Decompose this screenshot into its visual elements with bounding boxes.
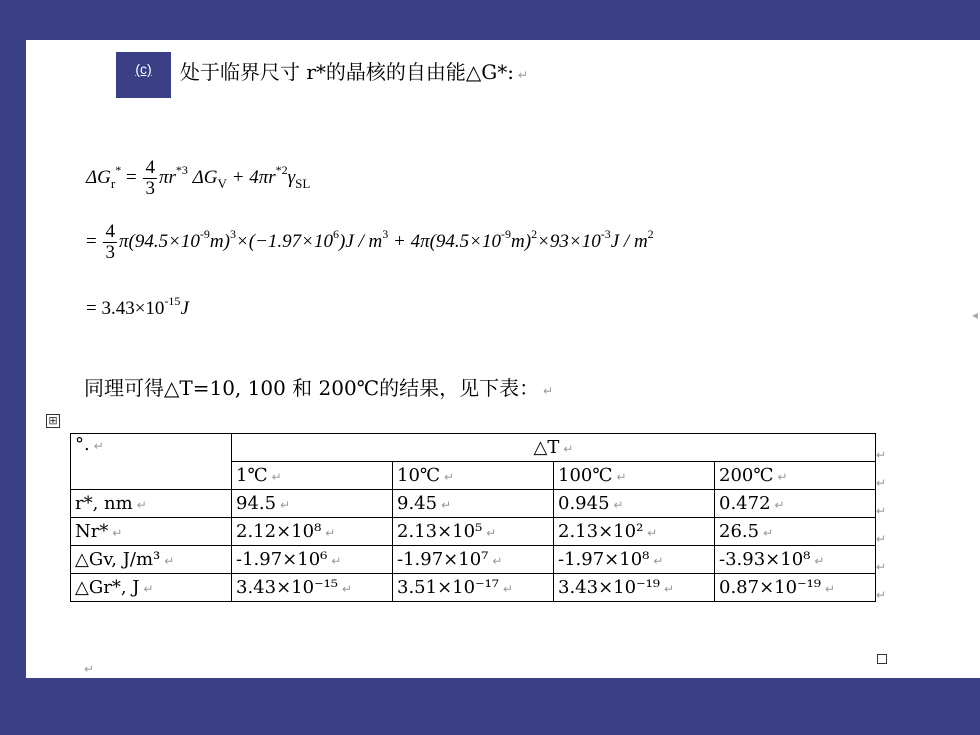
cell-value: 2.12×10⁸: [236, 521, 322, 542]
formula-sup: *: [115, 162, 122, 177]
row-label-cell[interactable]: [71, 490, 232, 518]
table-cell[interactable]: [554, 518, 715, 546]
formula-term: ΔG: [192, 166, 218, 188]
formula-sup: -9: [501, 226, 512, 241]
row-end-mark-icon: ↵: [876, 504, 887, 518]
table-corner-cell[interactable]: [71, 434, 232, 490]
table-cell[interactable]: [554, 546, 715, 574]
table-cell[interactable]: [715, 518, 876, 546]
col-header-200c[interactable]: [715, 462, 876, 490]
table-row: [71, 574, 876, 602]
cell-value: -1.97×10⁶: [236, 549, 328, 570]
col-header-text: 100℃: [558, 465, 613, 486]
cell-value: 0.87×10⁻¹⁹: [719, 577, 821, 598]
row-label-text: Nr*: [75, 521, 109, 542]
formula-line-3: [86, 294, 189, 320]
formula-sup: 3: [229, 226, 236, 241]
cell-value: 26.5: [719, 521, 760, 542]
section-label: (c): [116, 52, 171, 98]
formula-term: 3.43×10: [101, 298, 165, 319]
cell-mark-icon: ↵: [664, 582, 675, 596]
heading-text: 处于临界尺寸 r*的晶核的自由能△G*:: [180, 60, 515, 84]
table-cell[interactable]: [393, 546, 554, 574]
cell-mark-icon: ↵: [613, 498, 624, 512]
formula-term: m): [209, 230, 230, 252]
row-end-mark-icon: ↵: [876, 532, 887, 546]
cell-mark-icon: ↵: [616, 470, 627, 484]
row-end-mark-icon: ↵: [876, 448, 887, 462]
formula-line-2: [86, 222, 654, 263]
formula-sub: SL: [295, 175, 311, 191]
formula-term: J / m: [610, 230, 648, 252]
cell-mark-icon: ↵: [136, 498, 147, 512]
col-header-1c[interactable]: [232, 462, 393, 490]
results-table: [70, 433, 876, 602]
table-cell[interactable]: [554, 574, 715, 602]
cell-value: 2.13×10²: [558, 521, 644, 542]
end-paragraph-mark-icon: ↵: [84, 662, 95, 676]
row-label-cell[interactable]: [71, 518, 232, 546]
table-row: [71, 546, 876, 574]
cell-value: -3.93×10⁸: [719, 549, 811, 570]
delta-t-header[interactable]: [232, 434, 876, 462]
paragraph-mark-icon: ↵: [518, 68, 529, 82]
row-label-text: △Gr*, J: [75, 577, 140, 598]
formula-sup: *2: [275, 162, 288, 177]
row-end-mark-icon: ↵: [876, 588, 887, 602]
row-end-mark-icon: ↵: [876, 476, 887, 490]
fraction-numerator: 4: [105, 221, 115, 242]
table-header-row: [71, 434, 876, 462]
section-heading: [180, 56, 528, 85]
cell-value: 9.45: [397, 493, 438, 514]
paragraph-mark-icon: ↵: [543, 384, 554, 398]
cell-mark-icon: ↵: [112, 526, 123, 540]
cell-mark-icon: ↵: [763, 526, 774, 540]
cell-value: 2.13×10⁵: [397, 521, 483, 542]
cell-mark-icon: ↵: [325, 526, 336, 540]
formula-eq: =: [86, 230, 97, 252]
formula-term: m): [511, 230, 532, 252]
table-cell[interactable]: [232, 574, 393, 602]
cell-value: 3.51×10⁻¹⁷: [397, 577, 499, 598]
cell-mark-icon: ↵: [441, 498, 452, 512]
col-header-10c[interactable]: [393, 462, 554, 490]
formula-sub: V: [217, 175, 227, 191]
cell-mark-icon: ↵: [774, 498, 785, 512]
row-end-mark-icon: ↵: [876, 560, 887, 574]
table-resize-handle-icon[interactable]: [877, 654, 887, 664]
table-cell[interactable]: [715, 574, 876, 602]
formula-sup: *3: [175, 162, 188, 177]
row-label-text: △Gv, J/m³: [75, 549, 161, 570]
formula-term: ×93×10: [537, 230, 601, 252]
formula-sub: r: [110, 175, 116, 191]
table-row: [71, 518, 876, 546]
col-header-text: 1℃: [236, 465, 268, 486]
cell-mark-icon: ↵: [143, 582, 154, 596]
cell-mark-icon: ↵: [492, 554, 503, 568]
cell-mark-icon: ↵: [486, 526, 497, 540]
formula-term: ΔG: [86, 166, 111, 188]
formula-line-1: [86, 158, 310, 199]
cell-mark-icon: ↵: [814, 554, 825, 568]
formula-term: + 4π(94.5×10: [393, 230, 502, 252]
cell-value: 94.5: [236, 493, 277, 514]
formula-sup: -15: [164, 294, 181, 308]
cell-mark-icon: ↵: [647, 526, 658, 540]
cell-value: 3.43×10⁻¹⁵: [236, 577, 338, 598]
summary-text: [84, 372, 553, 401]
table-cell[interactable]: [232, 518, 393, 546]
group-header-text: △T: [533, 437, 560, 458]
formula-sup: 2: [647, 226, 654, 241]
table-cell[interactable]: [554, 490, 715, 518]
row-label-cell[interactable]: [71, 546, 232, 574]
corner-text: °.: [75, 434, 90, 455]
cell-mark-icon: ↵: [342, 582, 353, 596]
cell-mark-icon: ↵: [777, 470, 788, 484]
col-header-text: 200℃: [719, 465, 774, 486]
formula-fraction: [143, 158, 157, 199]
formula-term: πr: [158, 166, 176, 188]
cell-value: -1.97×10⁸: [558, 549, 650, 570]
table-cell[interactable]: [393, 490, 554, 518]
cell-value: 0.945: [558, 493, 610, 514]
row-label-text: r*, nm: [75, 493, 133, 514]
formula-sup: 3: [382, 226, 389, 241]
formula-sup: 2: [531, 226, 538, 241]
col-header-100c[interactable]: [554, 462, 715, 490]
formula-term: J: [180, 298, 189, 319]
fraction-denominator: 3: [145, 178, 155, 199]
formula-sup: -9: [199, 226, 210, 241]
cell-value: 0.472: [719, 493, 771, 514]
cell-mark-icon: ↵: [331, 554, 342, 568]
formula-term: γ: [287, 166, 296, 188]
cell-mark-icon: ↵: [93, 439, 104, 453]
table-move-handle-icon[interactable]: ⊞: [46, 414, 60, 428]
summary-line: 同理可得△T=10, 100 和 200℃的结果，见下表：: [84, 376, 540, 400]
table-row: [71, 490, 876, 518]
fraction-numerator: 4: [145, 157, 155, 178]
col-header-text: 10℃: [397, 465, 441, 486]
table-cell[interactable]: [393, 518, 554, 546]
formula-sup: -3: [600, 226, 611, 241]
cell-mark-icon: ↵: [444, 470, 455, 484]
cell-value: -1.97×10⁷: [397, 549, 489, 570]
cell-mark-icon: ↵: [825, 582, 836, 596]
formula-eq: =: [125, 166, 137, 188]
cell-mark-icon: ↵: [280, 498, 291, 512]
formula-term: π(94.5×10: [118, 230, 200, 252]
edge-mark-icon: ◂: [972, 308, 979, 322]
table-cell[interactable]: [232, 490, 393, 518]
formula-eq: =: [86, 298, 97, 319]
formula-term: + 4πr: [231, 166, 276, 188]
fraction-denominator: 3: [105, 242, 115, 263]
table-cell[interactable]: [393, 574, 554, 602]
table-cell[interactable]: [715, 490, 876, 518]
cell-mark-icon: ↵: [503, 582, 514, 596]
cell-mark-icon: ↵: [271, 470, 282, 484]
document-page: [26, 40, 980, 678]
row-label-cell[interactable]: [71, 574, 232, 602]
table-cell[interactable]: [715, 546, 876, 574]
formula-fraction: [103, 222, 117, 263]
cell-mark-icon: ↵: [563, 442, 574, 456]
cell-mark-icon: ↵: [653, 554, 664, 568]
cell-value: 3.43×10⁻¹⁹: [558, 577, 660, 598]
table-cell[interactable]: [232, 546, 393, 574]
formula-sup: 6: [333, 226, 339, 241]
formula-term: ×(−1.97×10: [235, 230, 333, 252]
cell-mark-icon: ↵: [164, 554, 175, 568]
formula-term: )J / m: [339, 230, 383, 252]
